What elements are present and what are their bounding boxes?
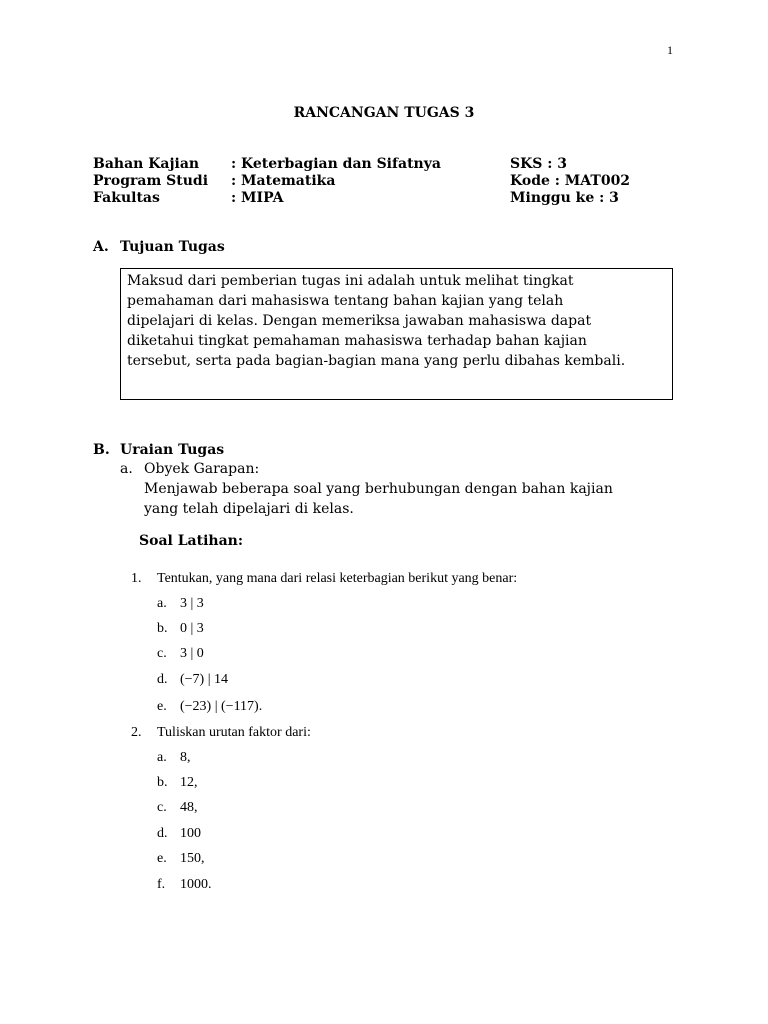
section-a-marker: A. xyxy=(93,239,109,255)
option-label: a. xyxy=(157,596,167,611)
option-text: 100 xyxy=(180,826,201,841)
option-label: e. xyxy=(157,851,167,866)
purpose-line: diketahui tingkat pemahaman mahasiswa terhadap bahan kajian xyxy=(127,333,587,349)
purpose-line: tersebut, serta pada bagian-bagian mana yang perlu dibahas kembali. xyxy=(127,353,626,369)
question-text: Tentukan, yang mana dari relasi keterbagian berikut yang benar: xyxy=(157,571,518,586)
option-label: b. xyxy=(157,621,168,636)
section-b-marker: B. xyxy=(93,442,110,458)
purpose-line: dipelajari di kelas. Dengan memeriksa jawaban mahasiswa dapat xyxy=(127,313,592,329)
task-description-line: Menjawab beberapa soal yang berhubungan dengan bahan kajian xyxy=(144,481,613,497)
section-b-heading: Uraian Tugas xyxy=(120,442,225,458)
sub-a-marker: a. xyxy=(120,461,133,477)
option-text: 12, xyxy=(180,775,198,790)
option-text: 8, xyxy=(180,750,191,765)
option-label: e. xyxy=(157,699,167,714)
option-text: 0 | 3 xyxy=(180,621,204,636)
question-number: 1. xyxy=(131,571,142,586)
info-value-bahan-kajian: : Keterbagian dan Sifatnya xyxy=(231,156,441,172)
option-text: 1000. xyxy=(180,877,212,892)
option-text: 150, xyxy=(180,851,205,866)
option-label: b. xyxy=(157,775,168,790)
option-text: 3 | 0 xyxy=(180,646,204,661)
option-label: a. xyxy=(157,750,167,765)
page-number: 1 xyxy=(667,43,673,57)
option-label: c. xyxy=(157,800,167,815)
option-text: (−7) | 14 xyxy=(180,672,229,687)
soal-latihan-heading: Soal Latihan: xyxy=(139,533,244,549)
option-text: (−23) | (−117). xyxy=(180,699,263,714)
info-sks: SKS : 3 xyxy=(510,156,568,172)
option-label: f. xyxy=(157,877,166,892)
question-number: 2. xyxy=(131,725,142,740)
purpose-line: pemahaman dari mahasiswa tentang bahan kajian yang telah xyxy=(127,293,564,309)
info-minggu: Minggu ke : 3 xyxy=(510,190,619,206)
purpose-box xyxy=(120,268,673,400)
info-label-bahan-kajian: Bahan Kajian xyxy=(93,156,200,172)
question-text: Tuliskan urutan faktor dari: xyxy=(157,725,311,740)
option-label: c. xyxy=(157,646,167,661)
option-text: 3 | 3 xyxy=(180,596,204,611)
option-text: 48, xyxy=(180,800,198,815)
info-label-program-studi: Program Studi xyxy=(93,173,209,189)
info-value-fakultas: : MIPA xyxy=(231,190,284,206)
option-label: d. xyxy=(157,672,168,687)
section-a-heading: Tujuan Tugas xyxy=(120,239,225,255)
sub-a-heading: Obyek Garapan: xyxy=(144,461,260,477)
document-title: RANCANGAN TUGAS 3 xyxy=(293,105,475,121)
option-label: d. xyxy=(157,826,168,841)
info-value-program-studi: : Matematika xyxy=(231,173,336,189)
info-kode: Kode : MAT002 xyxy=(510,173,631,189)
info-label-fakultas: Fakultas xyxy=(93,190,160,206)
task-description-line: yang telah dipelajari di kelas. xyxy=(144,501,354,517)
purpose-line: Maksud dari pemberian tugas ini adalah untuk melihat tingkat xyxy=(127,273,574,289)
